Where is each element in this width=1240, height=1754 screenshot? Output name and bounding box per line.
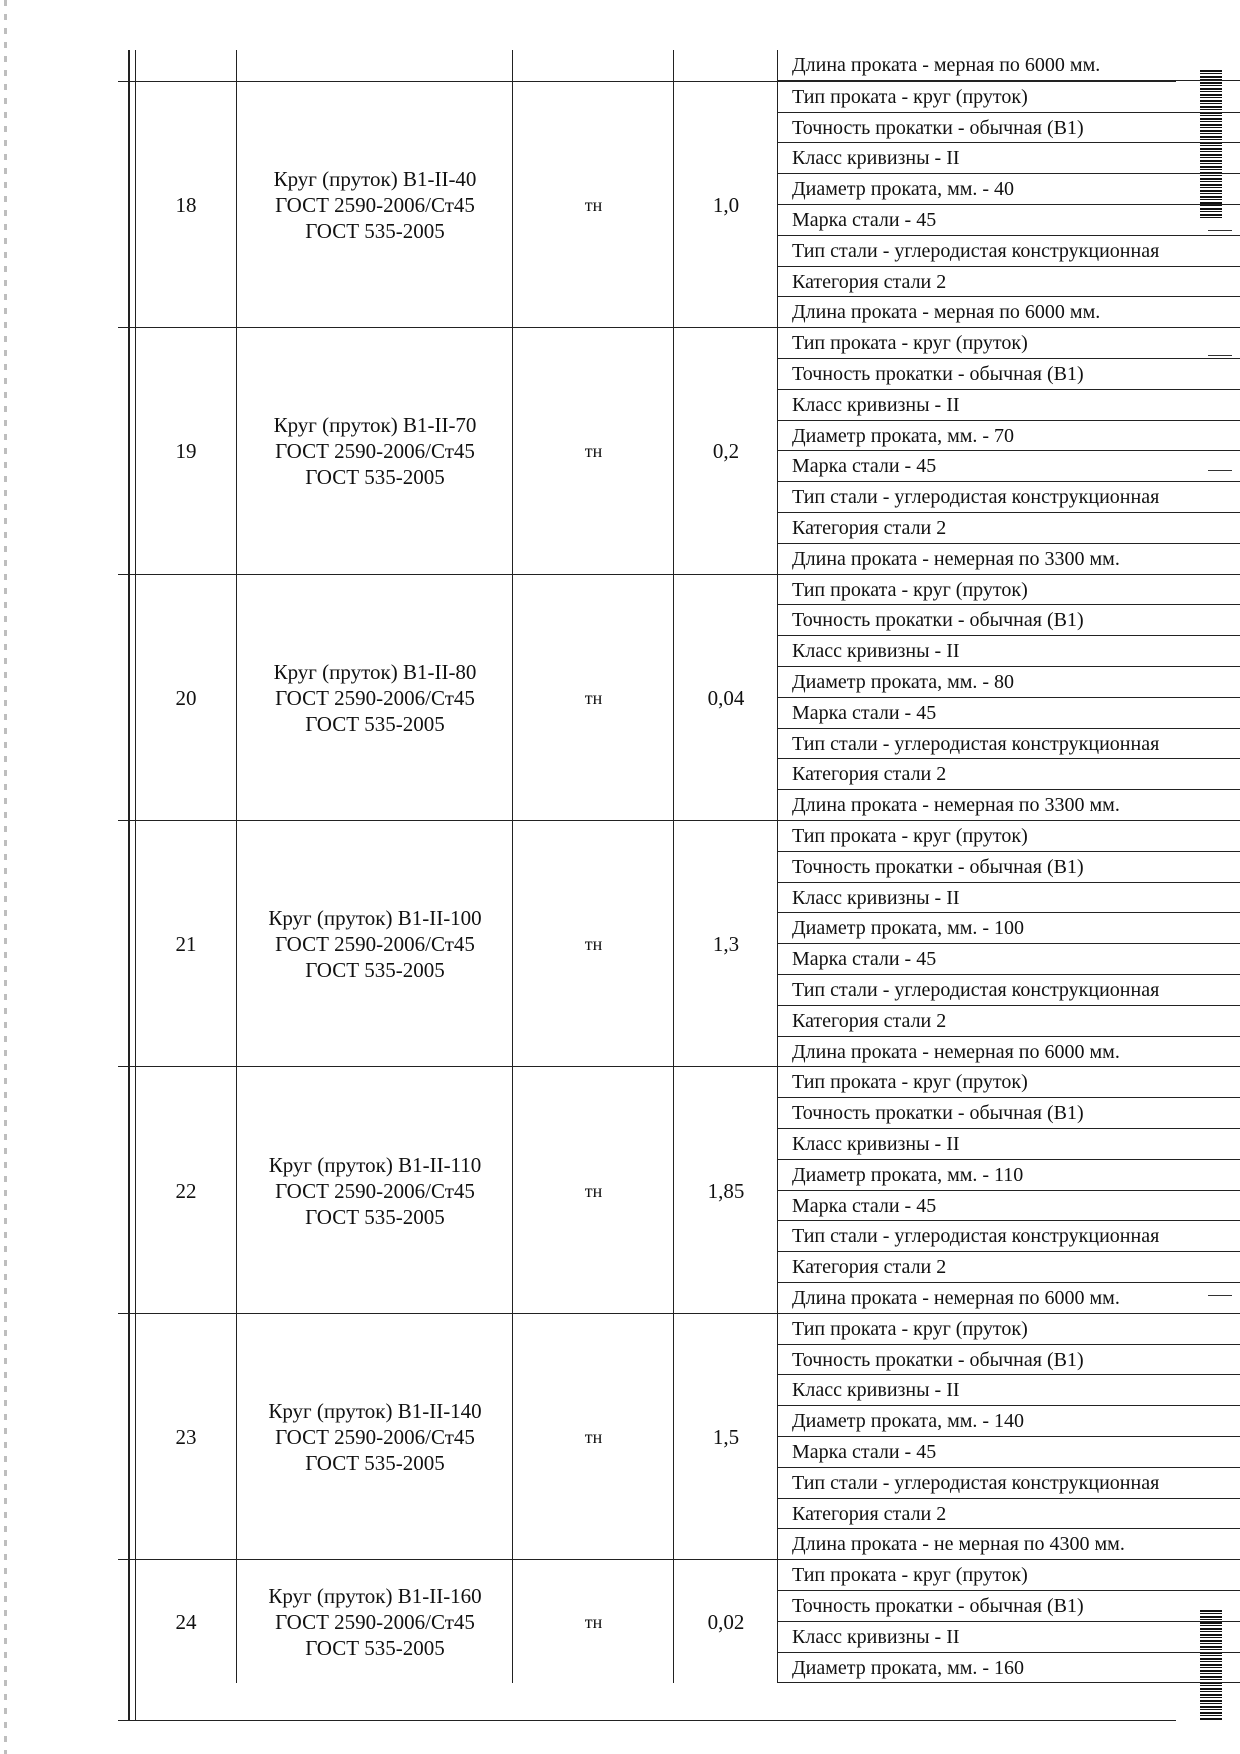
quantity-cell <box>673 1314 778 1560</box>
quantity-cell <box>673 1560 778 1683</box>
row-number: 22 <box>175 1178 197 1203</box>
quantity: 1,5 <box>712 1424 740 1449</box>
property-line: Класс кривизны - II <box>778 883 1240 914</box>
property-line: Тип стали - углеродистая конструкционная <box>778 236 1240 267</box>
table-row <box>118 1559 1176 1683</box>
unit-of-measure-cell <box>512 1067 674 1313</box>
row-number: 21 <box>175 932 197 957</box>
unit-of-measure-cell <box>512 1560 674 1683</box>
unit-of-measure: тн <box>584 934 603 955</box>
unit-of-measure-cell <box>512 328 674 574</box>
property-line: Диаметр проката, мм. - 160 <box>778 1653 1240 1684</box>
item-name-cell <box>236 575 513 821</box>
property-line: Класс кривизны - II <box>778 636 1240 667</box>
property-line: Тип проката - круг (пруток) <box>778 82 1240 113</box>
property-line: Марка стали - 45 <box>778 1191 1240 1222</box>
unit-of-measure-cell <box>512 821 674 1067</box>
unit-of-measure: тн <box>584 1426 603 1447</box>
row-number-cell <box>136 1067 236 1313</box>
unit-of-measure: тн <box>584 441 603 462</box>
quantity: 0,2 <box>712 439 740 464</box>
property-line: Марка стали - 45 <box>778 1437 1240 1468</box>
item-name: Круг (пруток) В1-II-160 ГОСТ 2590-2006/Ст45 ГОСТ 535-2005 <box>268 1583 482 1660</box>
unit-of-measure-cell <box>512 575 674 821</box>
property-line: Класс кривизны - II <box>778 1129 1240 1160</box>
row-number: 20 <box>175 685 197 710</box>
properties-cell <box>777 50 1240 81</box>
specification-table <box>118 50 1178 1720</box>
property-line: Категория стали 2 <box>778 759 1240 790</box>
quantity: 0,02 <box>707 1609 745 1634</box>
property-line: Категория стали 2 <box>778 513 1240 544</box>
unit-of-measure-cell <box>512 1314 674 1560</box>
properties-cell <box>777 1314 1240 1560</box>
row-number-cell <box>136 575 236 821</box>
property-line: Класс кривизны - II <box>778 1375 1240 1406</box>
property-line: Тип стали - углеродистая конструкционная <box>778 729 1240 760</box>
property-line: Тип стали - углеродистая конструкционная <box>778 482 1240 513</box>
quantity-cell <box>673 328 778 574</box>
item-name: Круг (пруток) В1-II-70 ГОСТ 2590-2006/Ст45 ГОСТ 535-2005 <box>273 413 477 490</box>
unit-of-measure: тн <box>584 194 603 215</box>
row-number-cell <box>136 328 236 574</box>
property-line: Диаметр проката, мм. - 40 <box>778 174 1240 205</box>
item-name: Круг (пруток) В1-II-140 ГОСТ 2590-2006/Ст45 ГОСТ 535-2005 <box>268 1398 482 1475</box>
property-line: Точность прокатки - обычная (В1) <box>778 113 1240 144</box>
table-row <box>118 574 1176 821</box>
property-line: Класс кривизны - II <box>778 390 1240 421</box>
row-number: 24 <box>175 1609 197 1634</box>
property-line: Точность прокатки - обычная (В1) <box>778 1345 1240 1376</box>
quantity: 1,0 <box>712 192 740 217</box>
property-line: Точность прокатки - обычная (В1) <box>778 1098 1240 1129</box>
item-name: Круг (пруток) В1-II-40 ГОСТ 2590-2006/Ст45 ГОСТ 535-2005 <box>273 166 477 243</box>
quantity: 1,85 <box>707 1178 745 1203</box>
property-line: Тип проката - круг (пруток) <box>778 1067 1240 1098</box>
property-line: Тип стали - углеродистая конструкционная <box>778 1221 1240 1252</box>
property-line: Длина проката - мерная по 6000 мм. <box>778 50 1240 81</box>
property-line: Класс кривизны - II <box>778 1622 1240 1653</box>
property-line: Тип проката - круг (пруток) <box>778 575 1240 606</box>
table-row <box>118 1066 1176 1313</box>
row-number-cell <box>136 1560 236 1683</box>
property-line: Категория стали 2 <box>778 1499 1240 1530</box>
unit-of-measure: тн <box>584 1611 603 1632</box>
scan-edge-artifact <box>4 0 7 1754</box>
row-number-cell <box>136 82 236 328</box>
item-name-cell <box>236 50 513 81</box>
unit-of-measure-cell <box>512 82 674 328</box>
row-number-cell <box>136 50 236 81</box>
property-line: Тип проката - круг (пруток) <box>778 1314 1240 1345</box>
row-number: 23 <box>175 1424 197 1449</box>
properties-cell <box>777 328 1240 574</box>
unit-of-measure-cell <box>512 50 674 81</box>
quantity-cell <box>673 575 778 821</box>
property-line: Категория стали 2 <box>778 267 1240 298</box>
property-line: Диаметр проката, мм. - 110 <box>778 1160 1240 1191</box>
unit-of-measure: тн <box>584 1180 603 1201</box>
quantity: 0,04 <box>707 685 745 710</box>
row-number-cell <box>136 1314 236 1560</box>
property-line: Диаметр проката, мм. - 70 <box>778 421 1240 452</box>
property-line: Марка стали - 45 <box>778 698 1240 729</box>
table-row <box>118 81 1176 328</box>
properties-cell <box>777 82 1240 328</box>
property-line: Длина проката - немерная по 6000 мм. <box>778 1037 1240 1068</box>
quantity-cell <box>673 82 778 328</box>
property-line: Длина проката - мерная по 6000 мм. <box>778 297 1240 328</box>
properties-cell <box>777 1067 1240 1313</box>
row-number-cell <box>136 821 236 1067</box>
property-line: Длина проката - немерная по 3300 мм. <box>778 790 1240 821</box>
item-name: Круг (пруток) В1-II-80 ГОСТ 2590-2006/Ст45 ГОСТ 535-2005 <box>273 659 477 736</box>
property-line: Категория стали 2 <box>778 1252 1240 1283</box>
property-line: Точность прокатки - обычная (В1) <box>778 605 1240 636</box>
table-row <box>118 1313 1176 1560</box>
quantity-cell <box>673 821 778 1067</box>
property-line: Диаметр проката, мм. - 100 <box>778 913 1240 944</box>
quantity: 1,3 <box>712 932 740 957</box>
row-number: 18 <box>175 192 197 217</box>
table-row <box>118 327 1176 574</box>
property-line: Тип стали - углеродистая конструкционная <box>778 975 1240 1006</box>
property-line: Тип проката - круг (пруток) <box>778 821 1240 852</box>
item-name-cell <box>236 328 513 574</box>
property-line: Длина проката - не мерная по 4300 мм. <box>778 1529 1240 1560</box>
property-line: Точность прокатки - обычная (В1) <box>778 1591 1240 1622</box>
table-bottom-border <box>118 1720 1176 1721</box>
property-line: Марка стали - 45 <box>778 205 1240 236</box>
property-line: Диаметр проката, мм. - 80 <box>778 667 1240 698</box>
item-name-cell <box>236 821 513 1067</box>
property-line: Длина проката - немерная по 6000 мм. <box>778 1283 1240 1314</box>
property-line: Точность прокатки - обычная (В1) <box>778 852 1240 883</box>
row-number: 19 <box>175 439 197 464</box>
property-line: Марка стали - 45 <box>778 944 1240 975</box>
item-name: Круг (пруток) В1-II-100 ГОСТ 2590-2006/Ст45 ГОСТ 535-2005 <box>268 906 482 983</box>
properties-cell <box>777 821 1240 1067</box>
quantity-cell <box>673 50 778 81</box>
table-row-continued <box>118 50 1176 81</box>
property-line: Класс кривизны - II <box>778 143 1240 174</box>
quantity-cell <box>673 1067 778 1313</box>
property-line: Точность прокатки - обычная (В1) <box>778 359 1240 390</box>
item-name-cell <box>236 82 513 328</box>
property-line: Длина проката - немерная по 3300 мм. <box>778 544 1240 575</box>
item-name-cell <box>236 1314 513 1560</box>
unit-of-measure: тн <box>584 687 603 708</box>
property-line: Диаметр проката, мм. - 140 <box>778 1406 1240 1437</box>
table-row <box>118 820 1176 1067</box>
item-name-cell <box>236 1067 513 1313</box>
property-line: Категория стали 2 <box>778 1006 1240 1037</box>
item-name: Круг (пруток) В1-II-110 ГОСТ 2590-2006/Ст45 ГОСТ 535-2005 <box>268 1152 482 1229</box>
property-line: Марка стали - 45 <box>778 451 1240 482</box>
properties-cell <box>777 575 1240 821</box>
properties-cell <box>777 1560 1240 1683</box>
item-name-cell <box>236 1560 513 1683</box>
property-line: Тип стали - углеродистая конструкционная <box>778 1468 1240 1499</box>
property-line: Тип проката - круг (пруток) <box>778 1560 1240 1591</box>
property-line: Тип проката - круг (пруток) <box>778 328 1240 359</box>
